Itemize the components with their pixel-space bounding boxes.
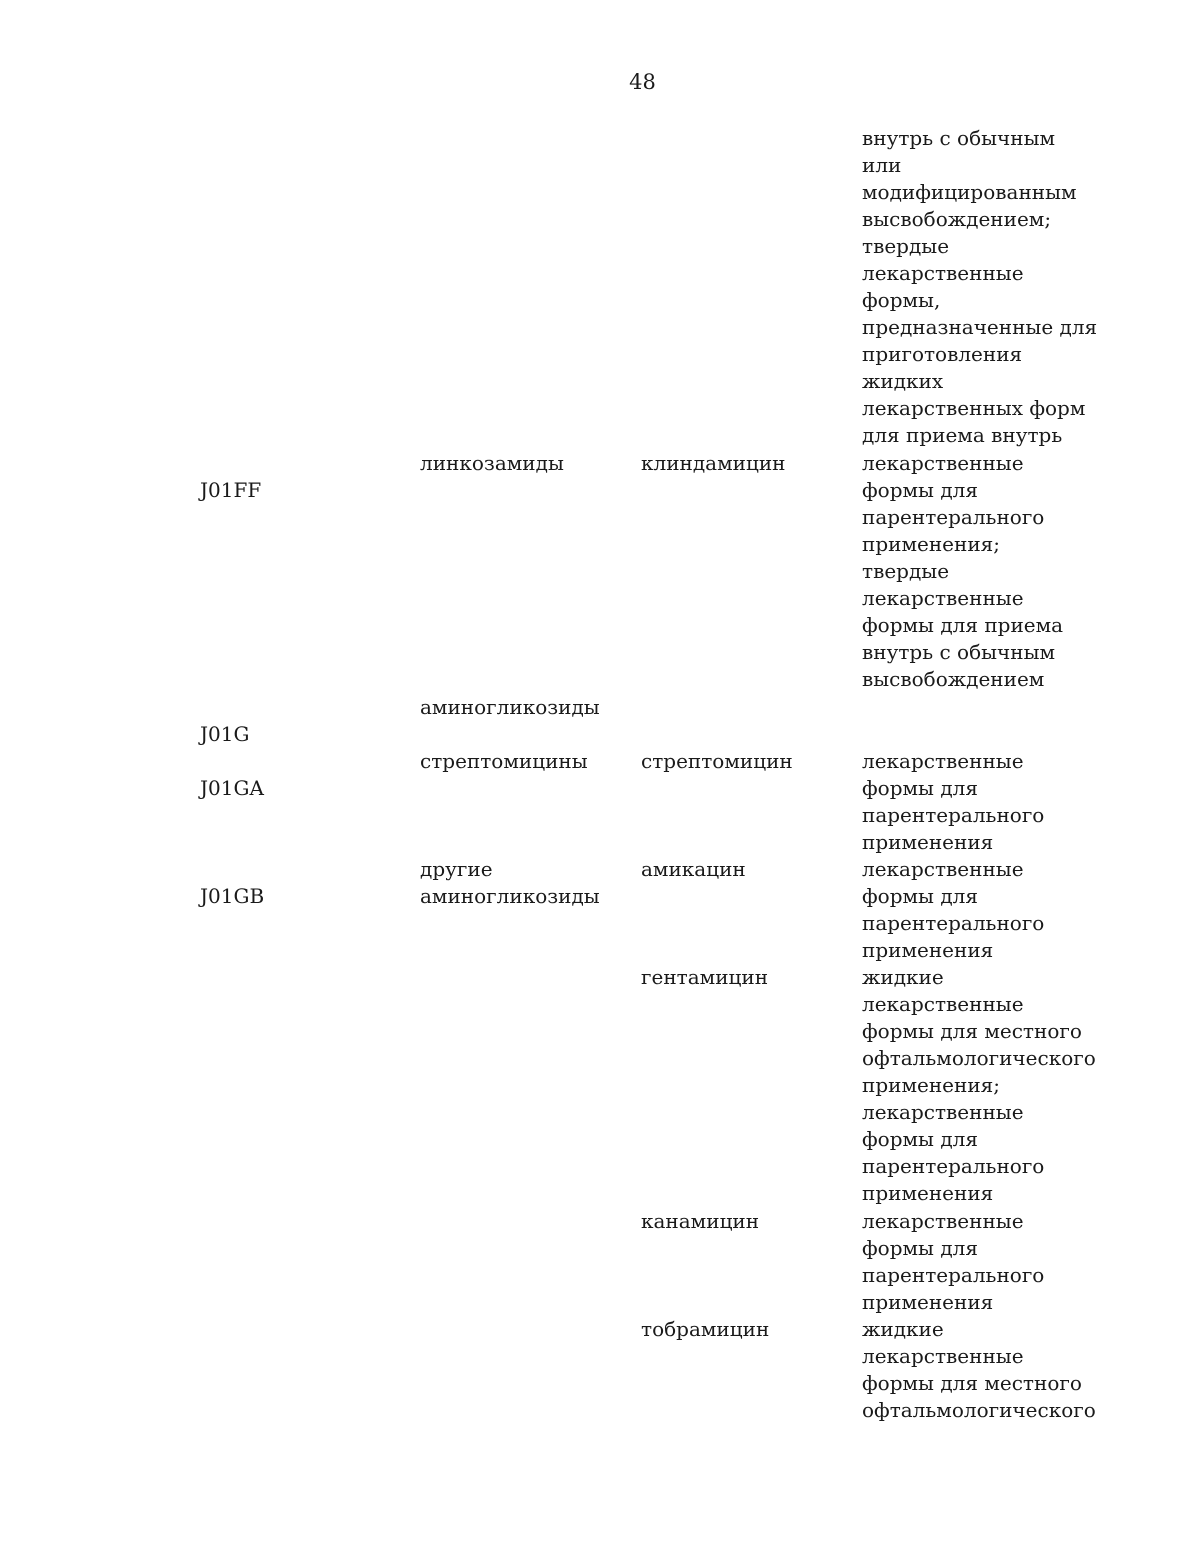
dosage-form-cell (862, 1316, 1096, 1424)
text-line: офтальмологического (862, 1398, 1096, 1422)
drug-name: клиндамицин (641, 451, 786, 475)
text-line: применения (862, 1290, 994, 1314)
text-line: внутрь с обычным (862, 640, 1056, 664)
text-line: формы для (862, 1127, 978, 1151)
atc-code: J01GA (200, 776, 264, 800)
text-line: лекарственные (862, 586, 1024, 610)
text-line: формы для (862, 1236, 978, 1260)
atc-group-name (420, 748, 588, 775)
text-line: жидких (862, 369, 944, 393)
atc-code: J01GB (200, 884, 265, 908)
text-line: внутрь с обычным (862, 126, 1056, 150)
text-line: другие (420, 857, 493, 881)
text-line: высвобождением; (862, 207, 1052, 231)
text-line: для приема внутрь (862, 423, 1063, 447)
dosage-form-cell (862, 1208, 1044, 1316)
text-line: формы для (862, 884, 978, 908)
text-line: лекарственные (862, 857, 1024, 881)
text-line: применения (862, 830, 994, 854)
text-line: предназначенные для (862, 315, 1098, 339)
text-line: парентерального (862, 505, 1045, 529)
atc-group-name (420, 694, 600, 721)
text-line: стрептомицины (420, 749, 588, 773)
text-line: твердые (862, 234, 950, 258)
text-line: аминогликозиды (420, 884, 600, 908)
text-line: лекарственные (862, 992, 1024, 1016)
text-line: жидкие (862, 1317, 944, 1341)
text-line: лекарственные (862, 749, 1024, 773)
atc-group-name (420, 450, 564, 477)
text-line: лекарственные (862, 261, 1024, 285)
dosage-form-cell (862, 125, 1097, 449)
drug-name: стрептомицин (641, 749, 793, 773)
text-line: парентерального (862, 1263, 1045, 1287)
text-line: жидкие (862, 965, 944, 989)
text-line: парентерального (862, 803, 1045, 827)
atc-code: J01FF (200, 478, 262, 502)
text-line: лекарственные (862, 1209, 1024, 1233)
text-line: высвобождением (862, 667, 1045, 691)
drug-name: тобрамицин (641, 1317, 770, 1341)
dosage-form-cell (862, 964, 1096, 1207)
text-line: линкозамиды (420, 451, 564, 475)
text-line: формы для местного (862, 1019, 1082, 1043)
text-line: приготовления (862, 342, 1023, 366)
text-line: применения (862, 938, 994, 962)
atc-code: J01G (200, 722, 250, 746)
text-line: применения; (862, 532, 1001, 556)
text-line: парентерального (862, 1154, 1045, 1178)
drug-name: гентамицин (641, 965, 769, 989)
text-line: модифицированным (862, 180, 1077, 204)
text-line: применения; (862, 1073, 1001, 1097)
text-line: формы для (862, 776, 978, 800)
text-line: формы для (862, 478, 978, 502)
text-line: формы для местного (862, 1371, 1082, 1395)
text-line: лекарственные (862, 1344, 1024, 1368)
text-line: или (862, 153, 902, 177)
page-number: 48 (629, 70, 656, 94)
text-line: лекарственные (862, 451, 1024, 475)
text-line: формы для приема (862, 613, 1064, 637)
atc-group-name (420, 856, 600, 910)
text-line: аминогликозиды (420, 695, 600, 719)
dosage-form-cell (862, 748, 1044, 856)
text-line: формы, (862, 288, 941, 312)
text-line: применения (862, 1181, 994, 1205)
dosage-form-cell (862, 450, 1063, 693)
drug-name: канамицин (641, 1209, 760, 1233)
drug-name: амикацин (641, 857, 746, 881)
text-line: офтальмологического (862, 1046, 1096, 1070)
dosage-form-cell (862, 856, 1044, 964)
text-line: лекарственные (862, 1100, 1024, 1124)
text-line: твердые (862, 559, 950, 583)
text-line: лекарственных форм (862, 396, 1086, 420)
text-line: парентерального (862, 911, 1045, 935)
